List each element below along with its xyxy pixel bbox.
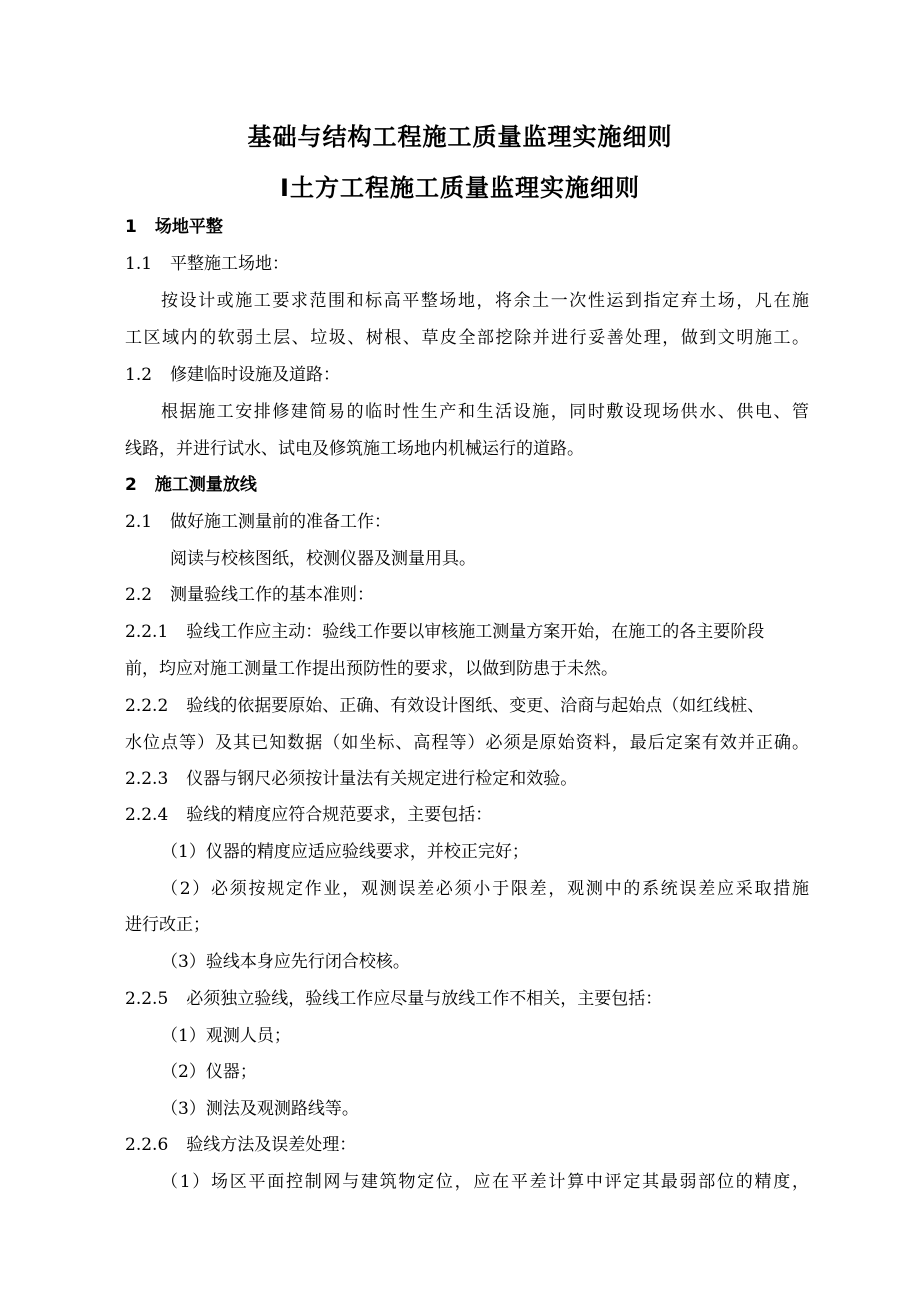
clause-2-2-3 [125, 768, 577, 790]
subsection-title: 修建临时设施及道路： [170, 365, 341, 385]
list-item: （3）验线本身应先行闭合校核。 [161, 952, 410, 972]
paragraph-line: 线路，并进行试水、试电及修筑施工场地内机械运行的道路。 [125, 439, 584, 459]
list-item: （2）仪器； [161, 1062, 257, 1082]
clause-number: 2.2.1 [125, 622, 169, 642]
document-title: 基础与结构工程施工质量监理实施细则 [247, 123, 673, 151]
clause-number: 2.2.3 [125, 769, 169, 789]
list-item: （1）仪器的精度应适应验线要求，并校正完好； [161, 842, 529, 862]
clause-2-2-2 [125, 695, 764, 717]
subsection-title: 测量验线工作的基本准则： [170, 585, 375, 605]
clause-text: 验线方法及误差处理： [186, 1135, 357, 1155]
clause-number: 2.2.5 [125, 989, 169, 1009]
clause-2-2-5 [125, 988, 662, 1010]
list-item: （2）必须按规定作业，观测误差必须小于限差，观测中的系统误差应采取措施 [161, 879, 809, 899]
paragraph-line: 前，均应对施工测量工作提出预防性的要求，以做到防患于未然。 [125, 659, 618, 679]
clause-text: 验线工作应主动：验线工作要以审核施工测量方案开始，在施工的各主要阶段 [186, 622, 765, 642]
clause-text: 仪器与钢尺必须按计量法有关规定进行检定和效验。 [186, 769, 578, 789]
section-number: 1 [125, 217, 137, 237]
subsection-title: 平整施工场地： [170, 254, 290, 274]
section-title: 施工测量放线 [154, 475, 257, 495]
subsection-heading-2-1 [125, 511, 391, 533]
clause-text: 验线的依据要原始、正确、有效设计图纸、变更、洽商与起始点（如红线桩、 [186, 696, 765, 716]
list-item: （1）场区平面控制网与建筑物定位，应在平差计算中评定其最弱部位的精度， [161, 1172, 809, 1192]
subsection-heading-2-2 [125, 584, 374, 606]
section-heading-1 [125, 216, 223, 238]
clause-number: 2.2.6 [125, 1135, 169, 1155]
clause-2-2-4 [125, 804, 492, 826]
document-subtitle: Ⅰ土方工程施工质量监理实施细则 [280, 174, 640, 202]
list-item: （1）观测人员； [161, 1026, 291, 1046]
section-title: 场地平整 [154, 217, 223, 237]
paragraph-line: 阅读与校核图纸，校测仪器及测量用具。 [170, 549, 476, 569]
clause-text: 验线的精度应符合规范要求，主要包括： [186, 805, 493, 825]
clause-2-2-1 [125, 621, 764, 643]
subsection-heading-1-1 [125, 253, 289, 275]
clause-text: 必须独立验线，验线工作应尽量与放线工作不相关，主要包括： [186, 989, 663, 1009]
paragraph-line: 工区域内的软弱土层、垃圾、树根、草皮全部挖除并进行妥善处理，做到文明施工。 [125, 328, 809, 348]
section-heading-2 [125, 474, 257, 496]
paragraph-line: 根据施工安排修建简易的临时性生产和生活设施，同时敷设现场供水、供电、管 [161, 402, 809, 422]
subsection-number: 2.2 [125, 585, 153, 605]
clause-number: 2.2.4 [125, 805, 169, 825]
clause-number: 2.2.2 [125, 696, 169, 716]
paragraph-line: 进行改正； [125, 915, 210, 935]
subsection-number: 2.1 [125, 512, 153, 532]
clause-2-2-6 [125, 1134, 356, 1156]
subsection-number: 1.1 [125, 254, 153, 274]
paragraph-line: 水位点等）及其已知数据（如坐标、高程等）必须是原始资料，最后定案有效并正确。 [125, 733, 809, 753]
subsection-title: 做好施工测量前的准备工作： [170, 512, 392, 532]
section-number: 2 [125, 475, 137, 495]
list-item: （3）测法及观测路线等。 [161, 1099, 359, 1119]
subsection-number: 1.2 [125, 365, 153, 385]
subsection-heading-1-2 [125, 364, 340, 386]
paragraph-line: 按设计或施工要求范围和标高平整场地，将余土一次性运到指定弃土场，凡在施 [161, 291, 809, 311]
